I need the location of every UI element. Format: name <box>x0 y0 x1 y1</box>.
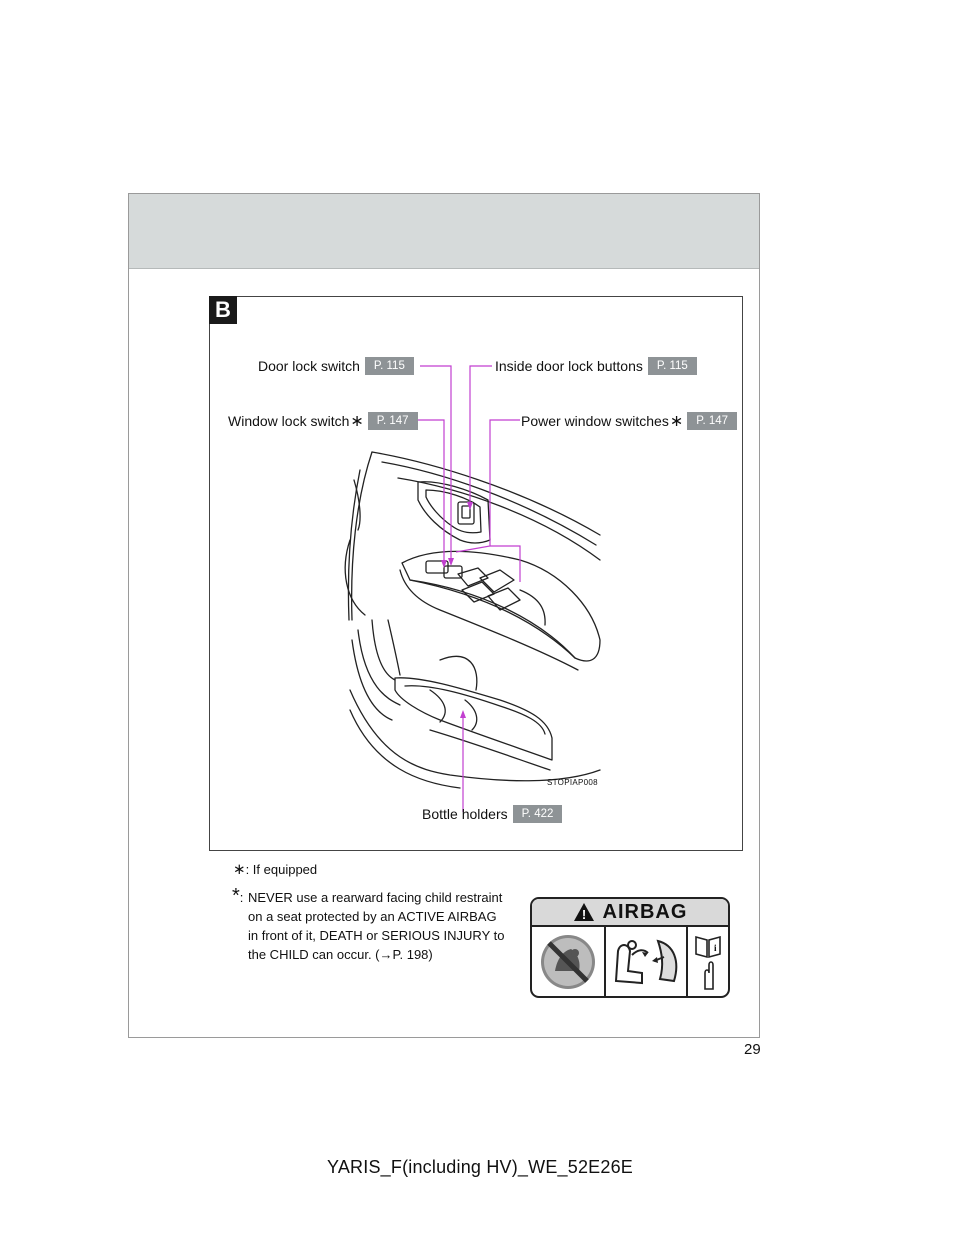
airbag-title: AIRBAG <box>602 900 688 923</box>
note-line: the CHILD can occur. (→P. 198) <box>248 947 433 962</box>
warning-note-marker <box>232 885 244 907</box>
document-footer: YARIS_F(including HV)_WE_52E26E <box>326 1157 633 1177</box>
pointing-hand-icon <box>705 962 713 989</box>
pictogram-cell <box>606 927 688 996</box>
pictogram-cell <box>532 927 606 996</box>
warning-triangle-icon <box>573 902 595 922</box>
note-colon: : <box>239 890 244 905</box>
svg-text:i: i <box>714 942 717 953</box>
figure-code: STOPIAP008 <box>547 778 598 787</box>
note-line: NEVER use a rearward facing child restraint <box>248 890 503 905</box>
callout-window-lock-switch <box>228 411 418 431</box>
asterisk-mark: ∗ <box>233 861 246 878</box>
if-equipped-note <box>233 860 317 879</box>
page-number: 29 <box>744 1041 761 1058</box>
section-badge: B <box>209 296 237 324</box>
asterisk-mark: ∗ <box>669 413 684 430</box>
airbag-label-header <box>532 899 728 927</box>
page-ref-tag[interactable]: P. 115 <box>648 357 697 375</box>
callout-label: Window lock switch <box>228 413 350 429</box>
airbag-pictograms <box>532 927 728 996</box>
callout-label: Door lock switch <box>258 358 360 374</box>
airbag-warning-note <box>248 888 504 964</box>
airbag-warning-label <box>530 897 730 998</box>
page-ref-tag[interactable]: P. 422 <box>513 805 563 823</box>
airbag-deploy-icon <box>608 931 684 993</box>
no-child-seat-icon <box>537 931 599 993</box>
callout-door-lock-switch <box>258 357 414 375</box>
callout-label: Bottle holders <box>422 806 508 822</box>
manual-book-icon <box>693 931 723 993</box>
asterisk-mark: ∗ <box>350 413 364 430</box>
callout-inside-door-lock-buttons <box>495 357 697 375</box>
page-ref-tag[interactable]: P. 147 <box>687 412 737 430</box>
page-ref-tag[interactable]: P. 115 <box>365 357 414 375</box>
note-text: : If equipped <box>245 862 318 877</box>
callout-power-window-switches <box>521 411 737 431</box>
note-line: on a seat protected by an ACTIVE AIRBAG <box>248 909 497 924</box>
asterisk-mark: * <box>232 885 240 907</box>
warning-symbol: ! <box>581 907 586 922</box>
page-ref-tag[interactable]: P. 147 <box>368 412 418 430</box>
pictogram-cell <box>688 927 728 996</box>
note-line: in front of it, DEATH or SERIOUS INJURY to <box>248 928 505 943</box>
callout-label: Power window switches <box>521 413 669 429</box>
callout-label: Inside door lock buttons <box>495 358 643 374</box>
callout-bottle-holders <box>422 805 562 823</box>
